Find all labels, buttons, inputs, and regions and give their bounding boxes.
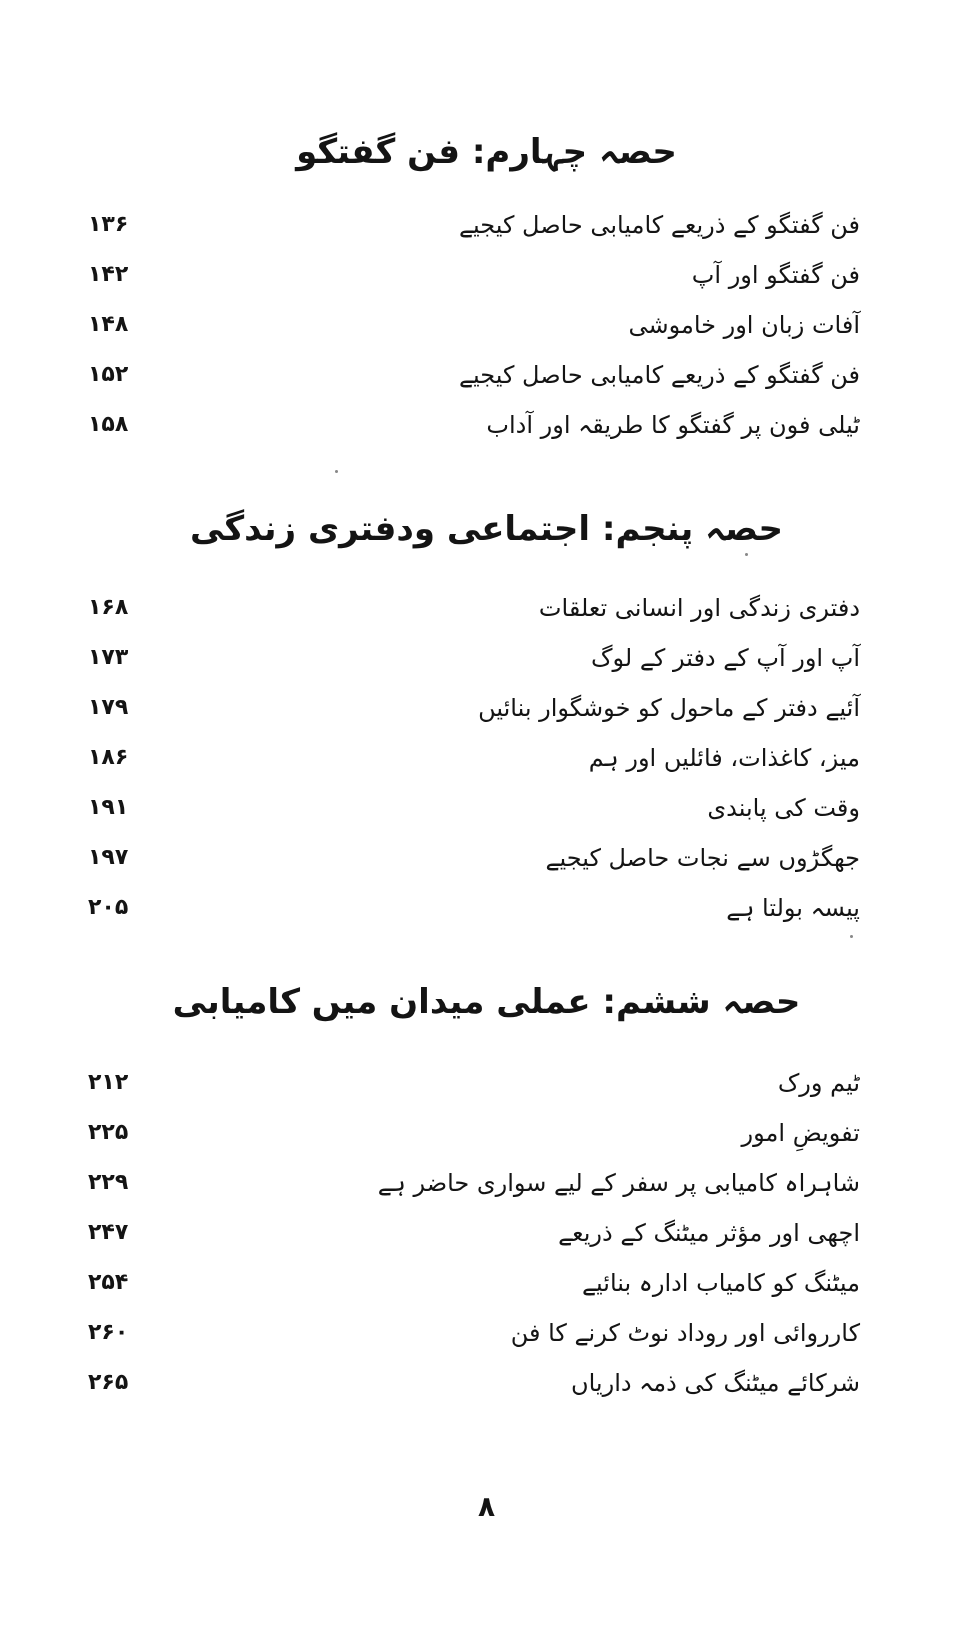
toc-entry bbox=[0, 1263, 973, 1303]
toc-entry bbox=[0, 355, 973, 395]
toc-entry bbox=[0, 1363, 973, 1403]
toc-entry bbox=[0, 305, 973, 345]
entry-title: فن گفتگو کے ذریعے کامیابی حاصل کیجیے bbox=[458, 211, 860, 239]
entry-title: ٹیلی فون پر گفتگو کا طریقہ اور آداب bbox=[486, 411, 860, 439]
entry-title: فن گفتگو اور آپ bbox=[691, 261, 860, 289]
entry-title: ٹیم ورک bbox=[777, 1069, 860, 1097]
entry-page-number: ۲۲۹ bbox=[88, 1170, 129, 1195]
scan-speck bbox=[850, 935, 853, 938]
toc-entry bbox=[0, 638, 973, 678]
section-heading-part-4: حصہ چہارم: فن گفتگو bbox=[296, 132, 677, 172]
entry-title: آئیے دفتر کے ماحول کو خوشگوار بنائیں bbox=[478, 694, 860, 722]
toc-entry bbox=[0, 738, 973, 778]
entry-title: دفتری زندگی اور انسانی تعلقات bbox=[538, 594, 860, 622]
toc-entry bbox=[0, 588, 973, 628]
entry-title: تفویضِ امور bbox=[741, 1119, 860, 1147]
toc-entry bbox=[0, 688, 973, 728]
toc-entry bbox=[0, 1213, 973, 1253]
entry-title: فن گفتگو کے ذریعے کامیابی حاصل کیجیے bbox=[458, 361, 860, 389]
entry-page-number: ۱۹۱ bbox=[88, 795, 129, 820]
entry-page-number: ۱۴۸ bbox=[88, 312, 129, 337]
toc-entry bbox=[0, 1113, 973, 1153]
entry-title: جھگڑوں سے نجات حاصل کیجیے bbox=[545, 844, 860, 872]
entry-title: پیسہ بولتا ہے bbox=[726, 894, 860, 922]
toc-entry bbox=[0, 255, 973, 295]
entry-title: شرکائے میٹنگ کی ذمہ داریاں bbox=[570, 1369, 860, 1397]
page-number: ۸ bbox=[477, 1490, 496, 1523]
entry-page-number: ۲۶۵ bbox=[88, 1370, 129, 1395]
entry-page-number: ۱۷۳ bbox=[88, 645, 129, 670]
entry-title: کارروائی اور روداد نوٹ کرنے کا فن bbox=[510, 1319, 860, 1347]
entry-title: آفات زبان اور خاموشی bbox=[628, 311, 860, 339]
entry-page-number: ۲۵۴ bbox=[88, 1270, 129, 1295]
toc-entry bbox=[0, 788, 973, 828]
scan-speck bbox=[335, 470, 338, 473]
toc-entry bbox=[0, 205, 973, 245]
entry-page-number: ۱۷۹ bbox=[88, 695, 129, 720]
entry-page-number: ۲۰۵ bbox=[88, 895, 129, 920]
entry-page-number: ۱۶۸ bbox=[88, 595, 129, 620]
entry-page-number: ۱۳۶ bbox=[88, 212, 129, 237]
toc-entry bbox=[0, 1163, 973, 1203]
entry-page-number: ۱۵۸ bbox=[88, 412, 129, 437]
toc-entry bbox=[0, 405, 973, 445]
entry-page-number: ۱۹۷ bbox=[88, 845, 129, 870]
entry-title: اچھی اور مؤثر میٹنگ کے ذریعے bbox=[558, 1219, 860, 1247]
section-heading-part-6: حصہ ششم: عملی میدان میں کامیابی bbox=[172, 982, 801, 1022]
entry-page-number: ۲۴۷ bbox=[88, 1220, 129, 1245]
entry-title: وقت کی پابندی bbox=[707, 794, 860, 822]
entry-title: میز، کاغذات، فائلیں اور ہم bbox=[588, 744, 860, 772]
entry-page-number: ۱۸۶ bbox=[88, 745, 129, 770]
toc-entry bbox=[0, 1313, 973, 1353]
entry-title: میٹنگ کو کامیاب ادارہ بنائیے bbox=[581, 1269, 860, 1297]
entry-page-number: ۲۲۵ bbox=[88, 1120, 129, 1145]
entry-page-number: ۱۴۲ bbox=[88, 262, 129, 287]
entry-title: آپ اور آپ کے دفتر کے لوگ bbox=[591, 644, 860, 672]
entry-title: شاہراہ کامیابی پر سفر کے لیے سواری حاضر ہے bbox=[377, 1169, 860, 1197]
toc-entry bbox=[0, 1063, 973, 1103]
toc-entry bbox=[0, 838, 973, 878]
entry-page-number: ۱۵۲ bbox=[88, 362, 129, 387]
entry-page-number: ۲۶۰ bbox=[88, 1320, 129, 1345]
scan-speck bbox=[745, 553, 748, 556]
entry-page-number: ۲۱۲ bbox=[88, 1070, 129, 1095]
section-heading-part-5: حصہ پنجم: اجتماعی ودفتری زندگی bbox=[189, 509, 784, 549]
toc-entry bbox=[0, 888, 973, 928]
